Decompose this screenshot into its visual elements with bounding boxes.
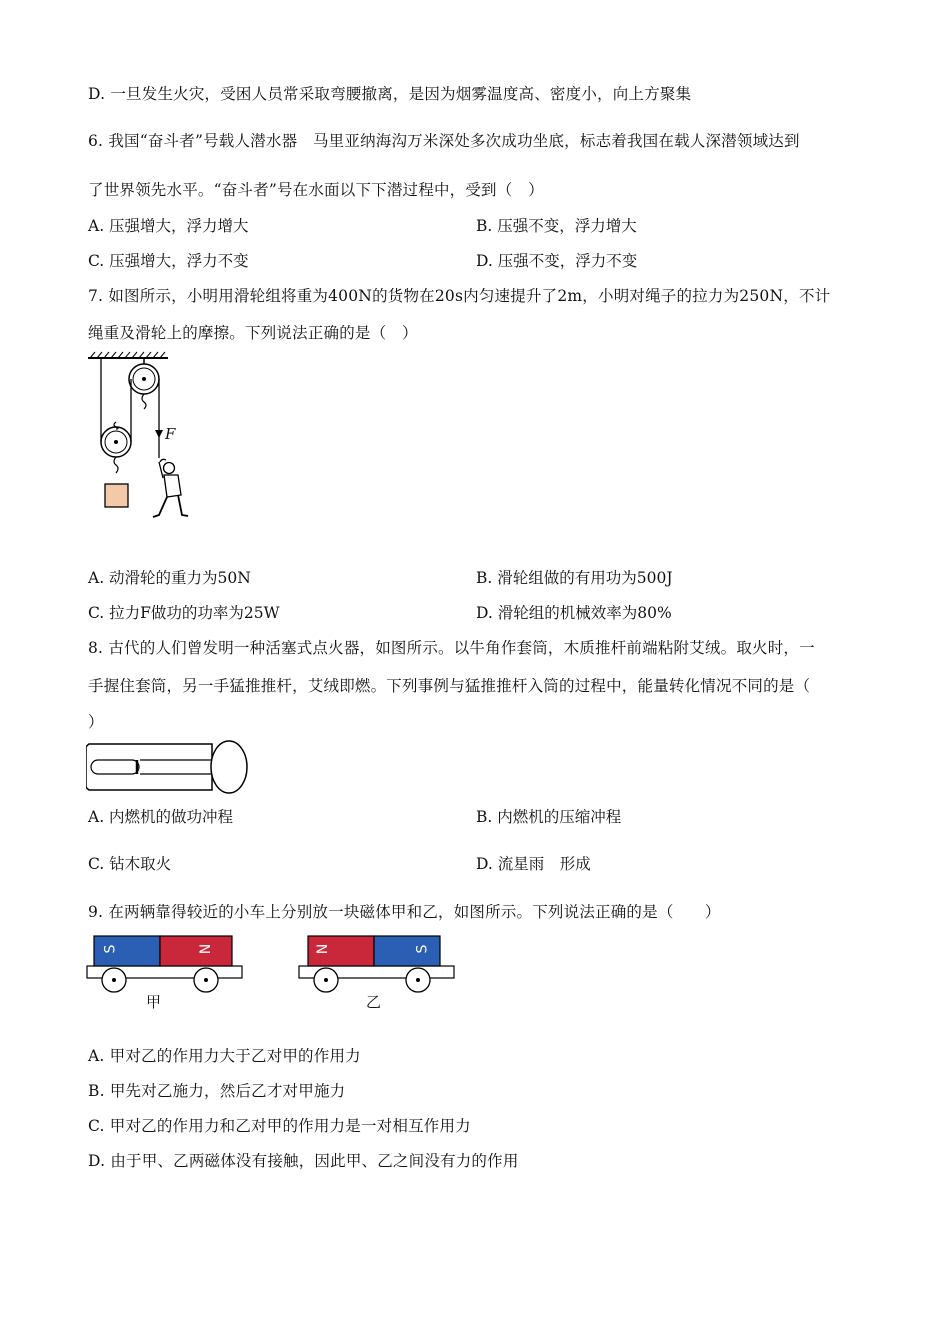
pulley-figure bbox=[86, 350, 206, 535]
q9-option-c: C. 甲对乙的作用力和乙对甲的作用力是一对相互作用力 bbox=[88, 1117, 471, 1135]
q9-option-a: A. 甲对乙的作用力大于乙对甲的作用力 bbox=[88, 1047, 361, 1065]
q8-option-c: C. 钻木取火 bbox=[88, 855, 172, 873]
magnet-jia-north bbox=[160, 936, 232, 966]
force-label: F bbox=[165, 425, 176, 443]
q8-stem-line3: ） bbox=[88, 713, 104, 731]
car-jia-pole-right: N bbox=[198, 943, 215, 955]
q6-option-a: A. 压强增大，浮力增大 bbox=[88, 217, 249, 235]
q7-stem-line1: 7. 如图所示，小明用滑轮组将重为400N的货物在20s内匀速提升了2m，小明对绳子的拉力为250N，不计 bbox=[88, 287, 831, 305]
q7-stem-line2: 绳重及滑轮上的摩擦。下列说法正确的是（ ） bbox=[88, 324, 418, 342]
q6-stem-line2: 了世界领先水平。“奋斗者”号在水面以下下潜过程中，受到（ ） bbox=[88, 181, 544, 199]
q5-option-d: D. 一旦发生火灾，受困人员常采取弯腰撤离，是因为烟雾温度高、密度小，向上方聚集 bbox=[88, 85, 692, 103]
q7-option-a: A. 动滑轮的重力为50N bbox=[88, 569, 251, 587]
car-yi-figure bbox=[296, 928, 456, 998]
q7-option-d: D. 滑轮组的机械效率为80% bbox=[476, 604, 672, 622]
car-jia-label: 甲 bbox=[146, 993, 162, 1011]
q8-option-a: A. 内燃机的做功冲程 bbox=[88, 808, 234, 826]
car-jia-figure bbox=[86, 928, 246, 998]
q8-stem-line1: 8. 古代的人们曾发明一种活塞式点火器，如图所示。以牛角作套筒，木质推杆前端粘附艾绒。取火时，一 bbox=[88, 639, 815, 657]
q8-stem-line2: 手握住套筒，另一手猛推推杆，艾绒即燃。下列事例与猛推推杆入筒的过程中，能量转化情况不同的是（ bbox=[88, 677, 811, 695]
piston-igniter-figure bbox=[86, 738, 251, 796]
q7-option-c: C. 拉力F做功的功率为25W bbox=[88, 604, 280, 622]
q9-option-d: D. 由于甲、乙两磁体没有接触，因此甲、乙之间没有力的作用 bbox=[88, 1152, 519, 1170]
q6-option-b: B. 压强不变，浮力增大 bbox=[476, 217, 637, 235]
q8-option-d: D. 流星雨 形成 bbox=[476, 855, 591, 873]
q6-stem-line1: 6. 我国“奋斗者”号载人潜水器 马里亚纳海沟万米深处多次成功坐底，标志着我国在载人深潜领域达到 bbox=[88, 132, 800, 150]
q9-stem: 9. 在两辆靠得较近的小车上分别放一块磁体甲和乙，如图所示。下列说法正确的是（ ） bbox=[88, 903, 721, 921]
car-yi-pole-left: N bbox=[315, 943, 332, 955]
car-yi-pole-right: S bbox=[414, 944, 431, 954]
car-yi-label: 乙 bbox=[366, 993, 382, 1011]
q7-option-b: B. 滑轮组做的有用功为500J bbox=[476, 569, 673, 587]
q9-option-b: B. 甲先对乙施力，然后乙才对甲施力 bbox=[88, 1082, 346, 1100]
q6-option-d: D. 压强不变，浮力不变 bbox=[476, 252, 638, 270]
car-jia-pole-left: S bbox=[102, 944, 119, 954]
q8-option-b: B. 内燃机的压缩冲程 bbox=[476, 808, 622, 826]
q6-option-c: C. 压强增大，浮力不变 bbox=[88, 252, 249, 270]
